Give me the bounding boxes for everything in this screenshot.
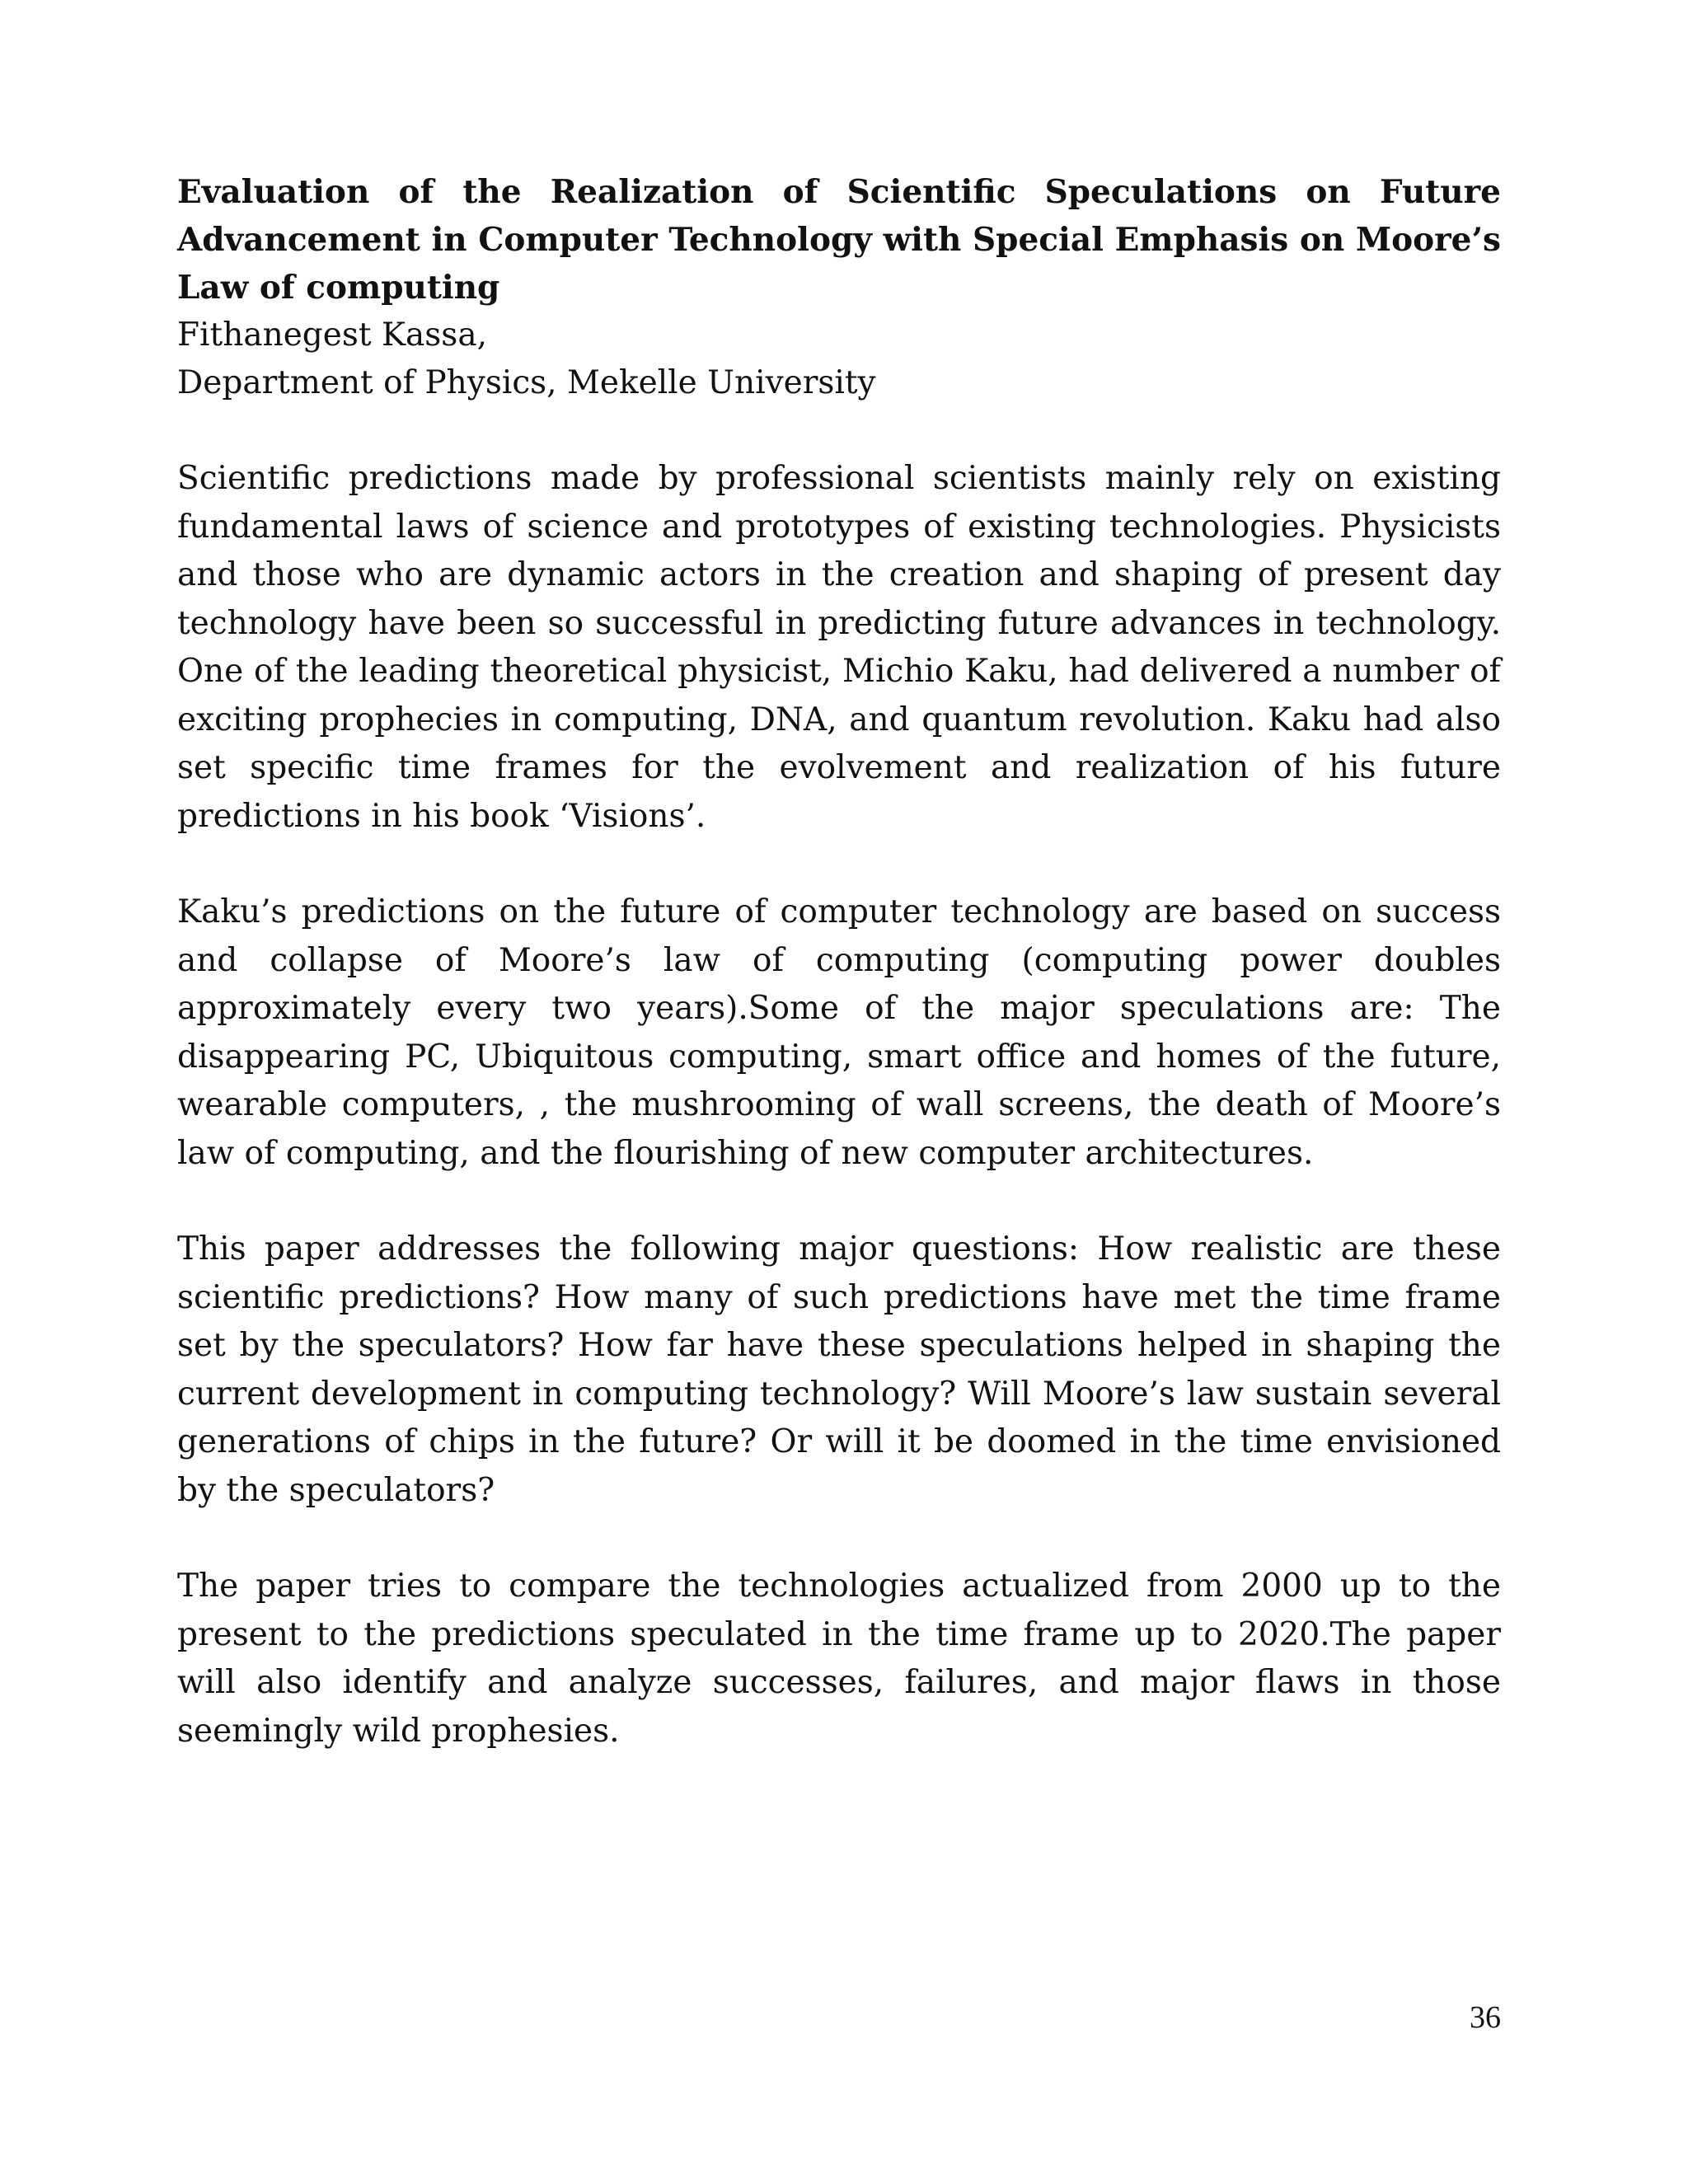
abstract-body [177,455,1501,1755]
paragraph-3: This paper addresses the following major questions: How realistic are these scientific predictions? How many of such predictions have met the time frame set by the speculators? How far have these speculations helped in shaping the current development in computing technology? Will Moore’s law sustain several generations of chips in the future? Or will it be doomed in the time envisioned by the speculators? [177,1230,1501,1509]
author-name: Fithanegest Kassa, [177,316,487,354]
paragraph-2: Kaku’s predictions on the future of computer technology are based on success and collapse of Moore’s law of computing (computing power doubles approximately every two years).Some of the major speculations are: The disappearing PC, Ubiquitous computing, smart office and homes of the future, wearable computers, , the mushrooming of wall screens, the death of Moore’s law of computing, and the flourishing of new computer architectures. [177,893,1501,1172]
page-number: 36 [1470,2000,1501,2035]
paper-page [177,168,1501,1755]
paragraph-4: The paper tries to compare the technologies actualized from 2000 up to the present to the predictions speculated in the time frame up to 2020.The paper will also identify and analyze successes, failures, and major flaws in those seemingly wild prophesies. [177,1568,1501,1750]
paper-title: Evaluation of the Realization of Scientific Speculations on Future Advancement in Computer Technology with Special Emphasis on Moore’s Law of computing [177,173,1501,307]
paragraph-1: Scientific predictions made by professional scientists mainly rely on existing fundamental laws of science and prototypes of existing technologies. Physicists and those who are dynamic actors in the creation and shaping of present day technology have been so successful in predicting future advances in technology. One of the leading theoretical physicist, Michio Kaku, had delivered a number of exciting prophecies in computing, DNA, and quantum revolution. Kaku had also set specific time frames for the evolvement and realization of his future predictions in his book ‘Visions’. [177,460,1501,835]
author-affiliation: Department of Physics, Mekelle University [177,364,876,401]
